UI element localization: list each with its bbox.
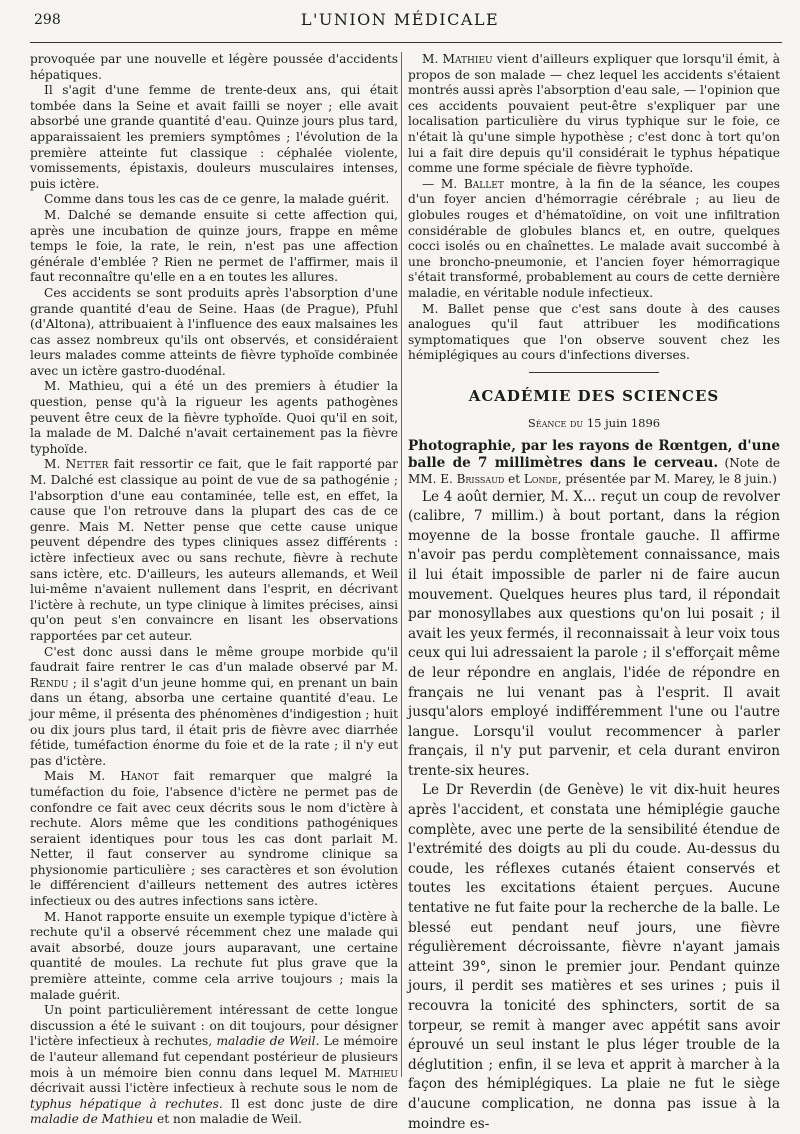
note-text: , présentée par M. Marey, le 8 juin.) bbox=[557, 472, 777, 487]
paragraph: provoquée par une nouvelle et légère poussée d'accidents hépatiques. bbox=[30, 52, 398, 82]
session-day: 15 juin 1896 bbox=[586, 416, 661, 431]
author-name: M. Netter bbox=[44, 457, 109, 472]
paragraph: Le 4 août dernier, M. X... reçut un coup de revolver (calibre, 7 millim.) à bout portant, dans la région moyenne de la bosse frontale gauche. Il affirme n'avoir pas perdu complètement connaissance, mais il lui était impossible de parler ni de faire aucun mouvement. Quelques heures plus tard, il répondait par monosyllabes aux questions qu'on lui posait ; il avait les yeux fermés, il reconnaissait à leur voix tous ceux qui lui adressaient la parole ; il s'efforçait même de leur répondre en anglais, l'idée de répondre en français ne lui venant pas à l'esprit. Il avait jusqu'alors employé indifféremment l'une ou l'autre langue. Lorsqu'il voulut recommencer à parler français, il n'y put parvenir, et cela durant environ trente-six heures. bbox=[408, 488, 780, 779]
author-name: M. Mathieu bbox=[422, 52, 493, 66]
author-name: Londe bbox=[523, 472, 558, 487]
article-heading bbox=[408, 438, 780, 488]
paragraph: Le Dr Reverdin (de Genève) le vit dix-huit heures après l'accident, et constata une hémiplégie gauche complète, avec une perte de la sensibilité étendue de l'extrémité des doigts au pli du coude. Au-dessus du coude, les réflexes cutanés étaient conservés et toutes les excitations étaient perçues. Aucune tentative ne fut faite pour la recherche de la balle. Le blessé eut pendant neuf jours, une fièvre régulièrement décroissante, fièvre n'ayant jamais atteint 39°, sinon le premier jour. Pendant quinze jours, il perdit ses matières et ses urines ; puis il recouvra la tonicité des sphincters, sortit de sa torpeur, se remit à manger avec appétit sans avoir éprouvé un seul instant le plus léger trouble de la déglutition ; enfin, il se leva et apprit à marcher à la façon des hémiplégiques. La plaie ne fut le siège d'aucune complication, ne donna pas issue à la moindre es- bbox=[408, 782, 780, 1132]
article-body bbox=[408, 488, 780, 1134]
paragraph bbox=[408, 52, 780, 177]
italic-term: maladie de Weil bbox=[216, 1034, 316, 1049]
paragraph bbox=[30, 1003, 398, 1128]
page-number: 298 bbox=[34, 12, 61, 28]
paragraph: M. Mathieu, qui a été un des premiers à étudier la question, pense qu'à la rigueur les agents pathogènes peuvent être ceux de la fièvre typhoïde. Quoi qu'il en soit, la malade de M. Dalché n'avait certainement pas la fièvre typhoïde. bbox=[30, 379, 398, 456]
section-separator bbox=[529, 372, 659, 373]
author-name: Brissaud bbox=[456, 472, 505, 487]
paragraph-text: décrivait aussi l'ictère infectieux à rechute sous le nom de bbox=[30, 1081, 398, 1096]
right-column bbox=[408, 52, 780, 1134]
paragraph: M. Hanot rapporte ensuite un exemple typique d'ictère à rechute qu'il a observé récemment chez une malade qui avait absorbé, douze jours auparavant, une certaine quantité de moules. La rechute fut plus grave que la première atteinte, comme cela arrive toujours ; mais la malade guérit. bbox=[30, 909, 398, 1002]
paragraph: M. Ballet pense que c'est sans doute à des causes analogues qu'il faut attribuer les modifications symptomatiques que l'on observe souvent chez les hémiplégiques au cours d'infections diverses. bbox=[408, 301, 780, 363]
paragraph-text: vient d'ailleurs expliquer que lorsqu'il émit, à propos de son malade — chez lequel les accidents s'étaient montrés aussi après l'absorption d'eau sale, — l'opinion que ces accidents pouvaient peut-être s'expliquer par une localisation particulière du virus typhique sur le foie, ce n'était là qu'une simple hypothèse ; c'est donc à tort qu'on lui a fait dire depuis qu'il considérait le typhus hépatique comme une forme spéciale de fièvre typhoïde. bbox=[408, 52, 780, 176]
paragraph-text: . Le mémoire de l'auteur allemand fut cependant postérieur de plusieurs mois à un mémoire bien connu dans lequel bbox=[30, 1034, 398, 1080]
note-text: et bbox=[504, 472, 524, 487]
paragraph-text: . Il est donc juste de dire bbox=[218, 1096, 398, 1111]
paragraph-text: montre, à la fin de la séance, les coupes d'un foyer ancien d'hémorragie cérébrale ; au lieu de globules rouges et d'hématoïdine, on voit une infiltration considérable de globules blancs et, en outre, quelques cocci isolés ou en chaînettes. Le malade avait succombé à une broncho-pneumonie, et l'ancien foyer hémorragique s'était transformé, probablement au cours de cette dernière maladie, en véritable nodule infectieux. bbox=[408, 176, 780, 300]
paragraph: Comme dans tous les cas de ce genre, la malade guérit. bbox=[44, 192, 390, 207]
paragraph: Il s'agit d'une femme de trente-deux ans, qui était tombée dans la Seine et avait failli se noyer ; elle avait absorbé une grande quantité d'eau. Quinze jours plus tard, apparaissaient les premiers symptômes ; l'évolution de la première atteinte fut classique : céphalée violente, vomissements, épistaxis, douleurs musculaires intenses, puis ictère. bbox=[30, 83, 398, 191]
paragraph-text: — bbox=[422, 176, 441, 191]
journal-title: L'UNION MÉDICALE bbox=[300, 10, 500, 29]
paragraph-text: C'est donc aussi dans le même groupe morbide qu'il faudrait faire rentrer le cas d'un malade observé par bbox=[30, 644, 398, 675]
paragraph: M. Dalché se demande ensuite si cette affection qui, après une incubation de quinze jours, frappe en même temps le foie, la rate, le rein, n'est pas une affection générale d'emblée ? Rien ne permet de l'affirmer, mais il faut reconnaître qu'elle en a en toutes les allures. bbox=[30, 207, 398, 285]
paragraph bbox=[30, 769, 398, 909]
italic-term: typhus hépatique à rechutes bbox=[30, 1096, 219, 1111]
article-title: Photographie, par les rayons de Rœntgen, d'une balle de 7 millimètres dans le cerveau. bbox=[408, 438, 780, 471]
left-column bbox=[30, 52, 398, 1128]
author-name: M. Ballet bbox=[440, 176, 504, 191]
italic-term: maladie de Mathieu bbox=[30, 1112, 154, 1127]
paragraph-text: fait remarquer que malgré la tuméfaction du foie, l'absence d'ictère ne permet pas de confondre ce fait avec ceux décrits sous le nom d'ictère à rechute. Alors même que les conditions pathogéniques seraient identiques pour tous les cas dont parlait M. Netter, il faut conserver au syndrome clinique sa physionomie particulière ; ses caractères et son évolution le différencient d'ailleurs nettement des autres ictères infectieux ou des autres infections sans ictère. bbox=[30, 769, 398, 909]
section-title: ACADÉMIE DES SCIENCES bbox=[468, 386, 720, 405]
session-label: Séance du bbox=[527, 416, 584, 431]
page-header bbox=[0, 0, 800, 40]
paragraph: Ces accidents se sont produits après l'absorption d'une grande quantité d'eau de Seine. Haas (de Prague), Pfuhl (d'Altona), attribuaient à l'influence des eaux malsaines les cas assez nombreux qu'ils ont observés, et considéraient leurs malades comme atteints de fièvre typhoïde combinée avec un ictère gastro-duodénal. bbox=[30, 285, 398, 378]
paragraph bbox=[30, 645, 398, 770]
author-name: M. Mathieu bbox=[324, 1065, 398, 1080]
author-name: M. Hanot bbox=[88, 769, 159, 784]
paragraph-text: ; il s'agit d'un jeune homme qui, en prenant un bain dans un étang, absorba une certaine quantité d'eau. Le jour même, il présenta des phénomènes d'indigestion ; huit ou dix jours plus tard, il était pris de fièvre avec diarrhée fétide, tuméfaction énorme du foie et de la rate ; il n'y eut pas d'ictère. bbox=[30, 675, 398, 768]
paragraph-text: et non maladie de Weil. bbox=[153, 1112, 302, 1127]
paragraph-text: Un point particulièrement intéressant de cette longue discussion a été le suivant : on dit toujours, pour désigner l'ictère infectieux à rechutes, bbox=[30, 1003, 398, 1049]
header-rule bbox=[30, 42, 782, 43]
paragraph bbox=[30, 457, 398, 644]
session-date bbox=[408, 416, 780, 432]
paragraph bbox=[408, 177, 780, 302]
paragraph-text: fait ressortir ce fait, que le fait rapporté par M. Dalché est classique au point de vue de sa pathogénie ; l'absorption d'une eau contaminée, telle est, en effet, la cause que l'on retrouve dans la plupart des cas de ce genre. Mais M. Netter pense que cette cause unique peuvent dépendre des types cliniques assez différents : ictère infectieux avec ou sans rechute, fièvre à rechute sans ictère, etc. D'ailleurs, les auteurs allemands, et Weil lui-même n'avaient nullement dans l'esprit, en décrivant l'ictère à rechute, un type clinique à limites précises, ainsi qu'on peut s'en convaincre en lisant les observations rapportées par cet auteur. bbox=[30, 457, 398, 643]
paragraph-text: Mais bbox=[44, 769, 89, 784]
note-text: (Note de MM. E. bbox=[408, 455, 780, 487]
author-name: M. Rendu bbox=[30, 660, 398, 690]
column-divider bbox=[401, 52, 402, 1077]
